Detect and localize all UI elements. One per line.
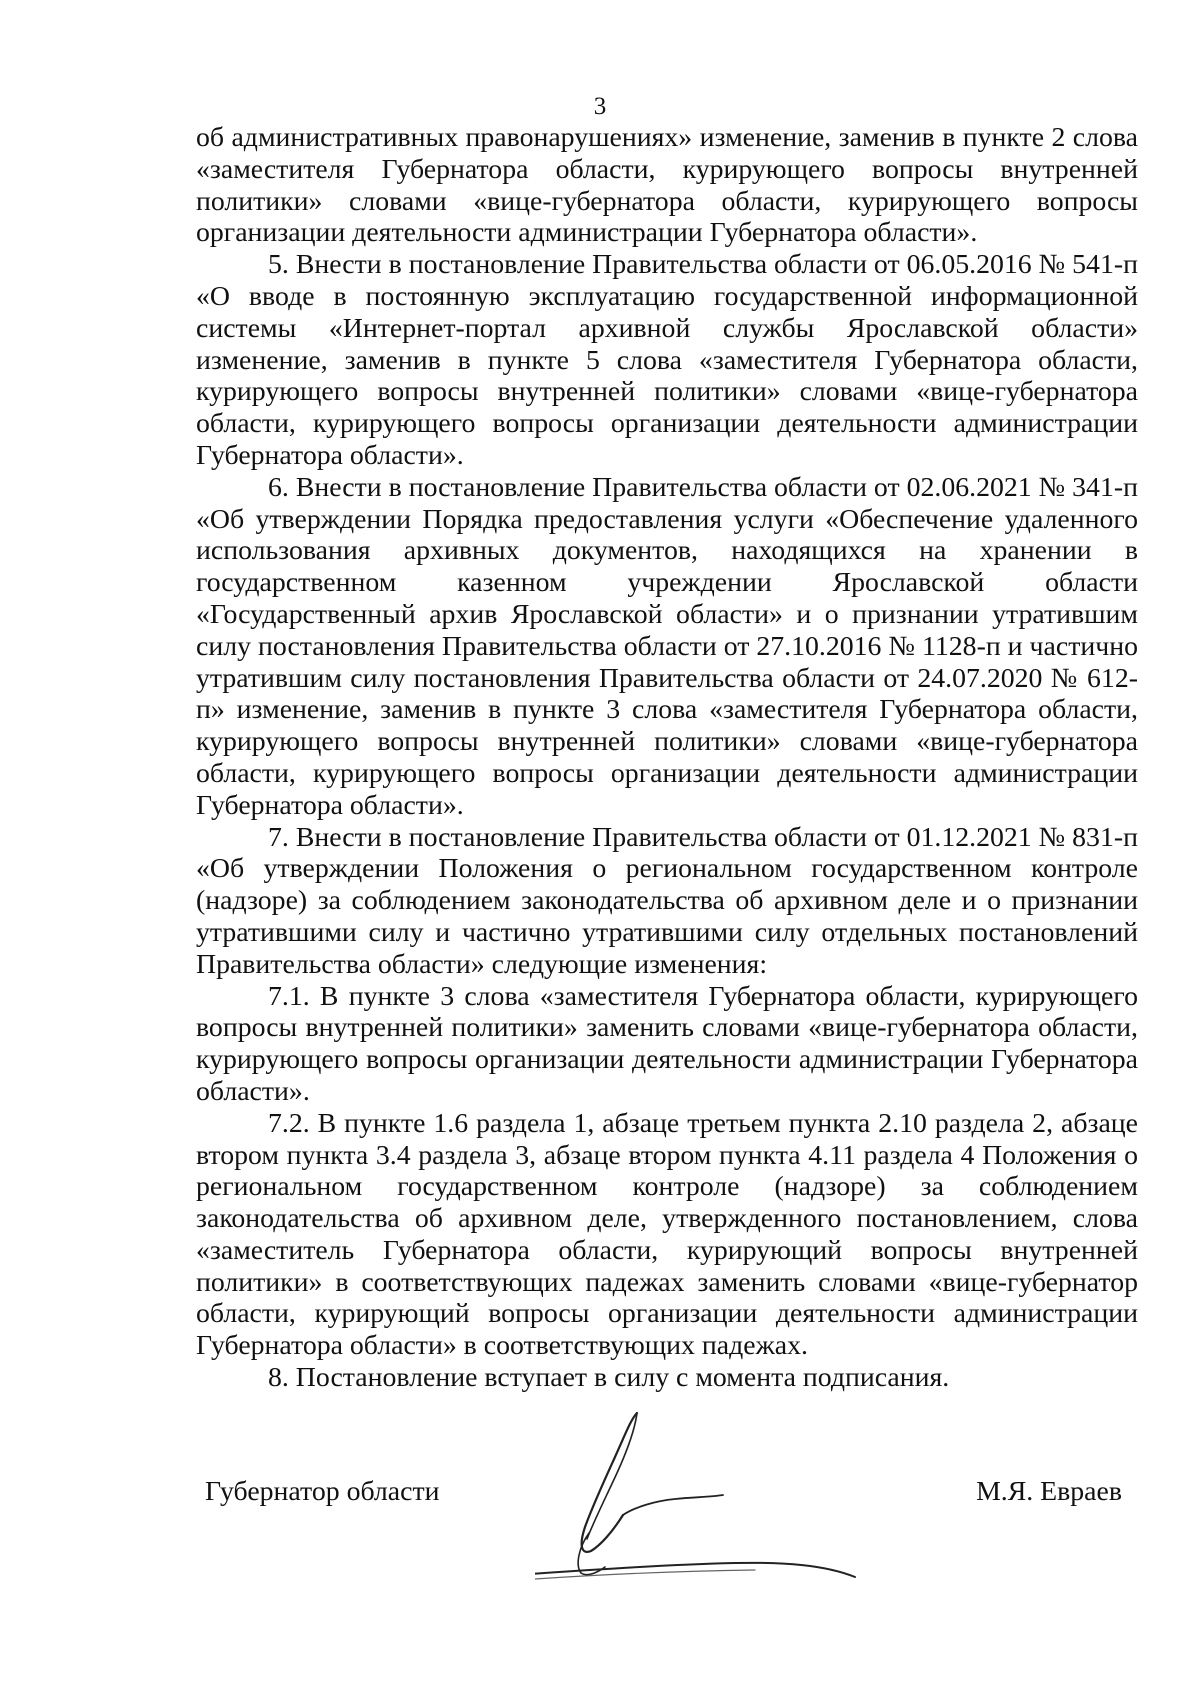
signatory-name: М.Я. Евраев (976, 1476, 1122, 1507)
paragraph-item-7-2: 7.2. В пункте 1.6 раздела 1, абзаце третьем пункта 2.10 раздела 2, абзаце втором пункта 3.4 раздела 3, абзаце втором пункта 4.11 раздела 4 Положения о региональном государственном контроле (надзоре) за соблюдением законодательства об архивном деле, утвержденного постановлением, слова «заместитель Губернатора области, курирующий вопросы внутренней политики» в соответствующих падежах заменить словами «вице-губернатор области, курирующий вопросы организации деятельности администрации Губернатора области» в соответствующих падежах. (196, 1107, 1138, 1362)
paragraph-item-7-1: 7.1. В пункте 3 слова «заместителя Губернатора области, курирующего вопросы внутренней политики» заменить словами «вице-губернатора области, курирующего вопросы организации деятельности администрации Губернатора области». (196, 980, 1138, 1107)
paragraph-item-6: 6. Внести в постановление Правительства области от 02.06.2021 № 341-п «Об утверждении Порядка предоставления услуги «Обеспечение удаленного использования архивных документов, находящихся на хранении в государственном казенном учреждении Ярославской области «Государственный архив Ярославской области» и о признании утратившим силу постановления Правительства области от 27.10.2016 № 1128-п и частично утратившим силу постановления Правительства области от 24.07.2020 № 612-п» изменение, заменив в пункте 3 слова «заместителя Губернатора области, курирующего вопросы внутренней политики» словами «вице-губернатора области, курирующего вопросы организации деятельности администрации Губернатора области». (196, 471, 1138, 821)
signatory-title: Губернатор области (205, 1476, 440, 1507)
paragraph-continuation: об административных правонарушениях» изменение, заменив в пункте 2 слова «заместителя Губернатора области, курирующего вопросы внутренней политики» словами «вице-губернатора области, курирующего вопросы организации деятельности администрации Губернатора области». (196, 122, 1138, 249)
paragraph-item-8: 8. Постановление вступает в силу с момента подписания. (268, 1362, 950, 1394)
handwritten-signature (535, 1405, 935, 1585)
page-number: 3 (593, 93, 607, 120)
paragraph-item-7: 7. Внести в постановление Правительства области от 01.12.2021 № 831-п «Об утверждении Положения о региональном государственном контроле (надзоре) за соблюдением законодательства об архивном деле и о признании утратившими силу и частично утратившими силу отдельных постановлений Правительства области» следующие изменения: (196, 821, 1138, 980)
document-body (196, 122, 1138, 1394)
paragraph-item-5: 5. Внести в постановление Правительства области от 06.05.2016 № 541-п «О вводе в постоянную эксплуатацию государственной информационной системы «Интернет-портал архивной службы Ярославской области» изменение, заменив в пункте 5 слова «заместителя Губернатора области, курирующего вопросы внутренней политики» словами «вице-губернатора области, курирующего вопросы организации деятельности администрации Губернатора области». (196, 249, 1138, 471)
